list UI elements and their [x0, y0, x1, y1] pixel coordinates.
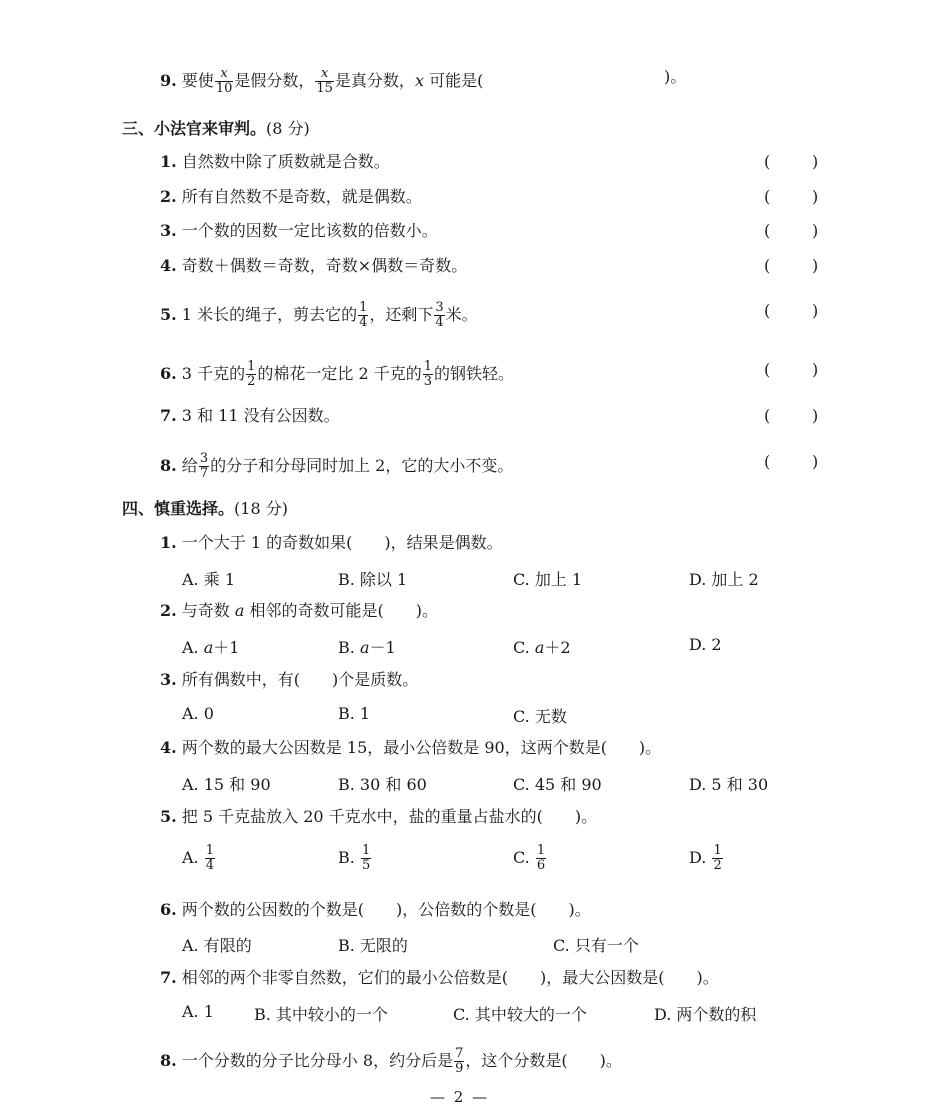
- option-a: A. 15 和 90: [182, 775, 271, 794]
- option-a: A. 0: [182, 704, 214, 723]
- answer-paren-close: ): [812, 301, 819, 320]
- judge-item-6: 6. 3 千克的 $\frac{1}{2}$ 的棉花一定比 2 千克的 $\frac{1}{3}$ 的钢铁轻。: [160, 359, 515, 389]
- option-d: D. 两个数的积: [654, 1005, 757, 1024]
- choice-question-3: 3. 所有偶数中，有( )个是质数。: [160, 670, 419, 689]
- answer-paren-close: ): [812, 360, 819, 379]
- answer-paren-close: ): [812, 187, 819, 206]
- answer-blank-close: )。: [664, 67, 687, 86]
- answer-paren-open: (: [764, 406, 771, 425]
- judge-item-5: 5. 1 米长的绳子，剪去它的 $\frac{1}{4}$ ，还剩下 $\frac{3}{4}$ 米。: [160, 300, 478, 330]
- option-d: D. 加上 2: [689, 570, 759, 589]
- choice-question-5: 5. 把 5 千克盐放入 20 千克水中，盐的重量占盐水的( )。: [160, 807, 598, 826]
- answer-paren-close: ): [812, 452, 819, 471]
- answer-paren-open: (: [764, 301, 771, 320]
- option-b: B. 除以 1: [338, 570, 408, 589]
- option-a: A. $\frac{1}{4}$: [182, 843, 215, 873]
- option-a: A. 有限的: [182, 936, 252, 955]
- fraction: $\frac{7}{9}$: [455, 1046, 464, 1076]
- judge-item-7: 7. 3 和 11 没有公因数。: [160, 406, 340, 425]
- section-4-heading: 四、慎重选择。(18 分): [122, 499, 288, 518]
- fraction: $\frac{3}{4}$: [435, 300, 444, 330]
- answer-paren-close: ): [812, 406, 819, 425]
- answer-paren-open: (: [764, 256, 771, 275]
- choice-question-2: 2. 与奇数 a 相邻的奇数可能是( )。: [160, 601, 439, 620]
- fraction: $\frac{3}{7}$: [199, 451, 209, 481]
- option-a: A. 1: [182, 1002, 214, 1021]
- choice-question-4: 4. 两个数的最大公因数是 15，最小公倍数是 90，这两个数是( )。: [160, 738, 662, 757]
- option-a: A. 乘 1: [182, 570, 235, 589]
- option-c: C. 只有一个: [553, 936, 639, 955]
- fraction-x-10: $\frac{x}{10}$: [215, 66, 233, 96]
- judge-item-3: 3. 一个数的因数一定比该数的倍数小。: [160, 221, 438, 240]
- answer-paren-close: ): [812, 221, 819, 240]
- option-d: D. 5 和 30: [689, 775, 769, 794]
- choice-question-8: 8. 一个分数的分子比分母小 8，约分后是 $\frac{7}{9}$ ，这个分数是( )。: [160, 1046, 622, 1076]
- option-c: C. a＋2: [513, 638, 571, 657]
- option-b: B. 无限的: [338, 936, 408, 955]
- option-c: C. 加上 1: [513, 570, 583, 589]
- answer-paren-open: (: [764, 360, 771, 379]
- answer-paren-open: (: [764, 221, 771, 240]
- option-d: D. 2: [689, 635, 722, 654]
- fraction-x-15: $\frac{x}{15}$: [316, 66, 333, 96]
- fraction: $\frac{1}{3}$: [423, 359, 432, 389]
- answer-paren-close: ): [812, 256, 819, 275]
- fraction: $\frac{1}{4}$: [359, 300, 368, 330]
- option-c: C. 45 和 90: [513, 775, 602, 794]
- option-b: B. 30 和 60: [338, 775, 427, 794]
- answer-paren-open: (: [764, 452, 771, 471]
- option-b: B. 1: [338, 704, 371, 723]
- page-number: — 2 —: [430, 1088, 490, 1106]
- judge-item-4: 4. 奇数＋偶数＝奇数，奇数×偶数＝奇数。: [160, 256, 468, 275]
- option-c: C. $\frac{1}{6}$: [513, 843, 546, 873]
- option-c: C. 无数: [513, 707, 567, 726]
- answer-paren-open: (: [764, 152, 771, 171]
- section-3-heading: 三、小法官来审判。(8 分): [122, 119, 310, 138]
- judge-item-2: 2. 所有自然数不是奇数，就是偶数。: [160, 187, 422, 206]
- choice-question-1: 1. 一个大于 1 的奇数如果( )，结果是偶数。: [160, 533, 503, 552]
- question-9: 9. 要使 $\frac{x}{10}$ 是假分数， $\frac{x}{15}$ 是真分数，x 可能是(: [160, 66, 484, 96]
- fraction: $\frac{1}{2}$: [247, 359, 256, 389]
- choice-question-7: 7. 相邻的两个非零自然数，它们的最小公倍数是( )，最大公因数是( )。: [160, 968, 719, 987]
- option-b: B. a－1: [338, 638, 396, 657]
- option-a: A. a＋1: [182, 638, 240, 657]
- option-b: B. $\frac{1}{5}$: [338, 843, 371, 873]
- answer-paren-open: (: [764, 187, 771, 206]
- option-c: C. 其中较大的一个: [453, 1005, 587, 1024]
- answer-paren-close: ): [812, 152, 819, 171]
- option-d: D. $\frac{1}{2}$: [689, 843, 722, 873]
- choice-question-6: 6. 两个数的公因数的个数是( )，公倍数的个数是( )。: [160, 900, 591, 919]
- option-b: B. 其中较小的一个: [254, 1005, 388, 1024]
- judge-item-8: 8. 给 $\frac{3}{7}$ 的分子和分母同时加上 2，它的大小不变。: [160, 451, 514, 481]
- judge-item-1: 1. 自然数中除了质数就是合数。: [160, 152, 390, 171]
